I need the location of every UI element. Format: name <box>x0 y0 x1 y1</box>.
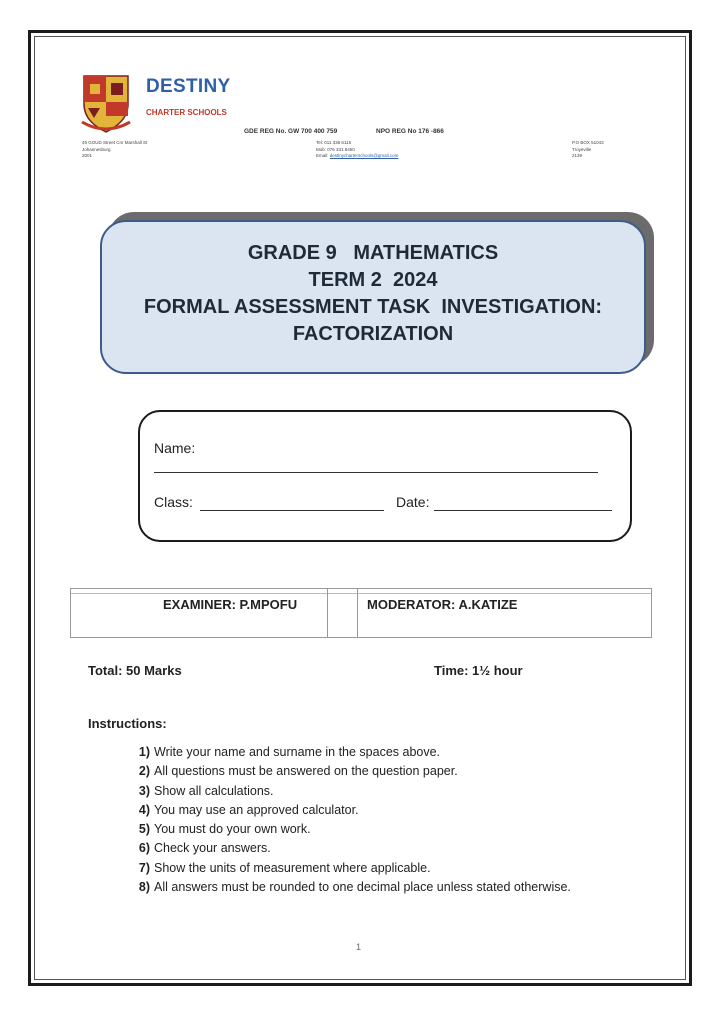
page-number: 1 <box>356 942 362 952</box>
name-label: Name: <box>154 440 196 456</box>
list-item: 4) You may use an approved calculator. <box>138 802 359 817</box>
date-line[interactable] <box>434 510 612 511</box>
mobile: Mob: 076 331 8450 <box>316 146 355 152</box>
instructions-list <box>126 743 571 897</box>
moderator-name: MODERATOR: A.KATIZE <box>367 597 518 612</box>
time-allowed: Time: 1½ hour <box>434 663 523 678</box>
student-details-box <box>138 410 632 542</box>
school-contact <box>316 140 398 160</box>
class-label: Class: <box>154 494 193 510</box>
title-topic: FACTORIZATION <box>292 323 454 345</box>
list-item: 7) Show the units of measurement where applicable. <box>138 860 431 875</box>
table-top-separator <box>71 593 651 594</box>
po-box: P.O BOX 51043 Troyeville 2139 <box>572 140 604 158</box>
email-link[interactable]: destinycharterschools@gmail.com <box>329 153 399 158</box>
telephone: Tel: 011 338 6115 <box>316 140 352 145</box>
school-name: DESTINY <box>146 76 231 97</box>
list-item: 3) Show all calculations. <box>138 783 274 798</box>
title-task: FORMAL ASSESSMENT TASK INVESTIGATION: <box>143 296 603 318</box>
school-address: 49 GOUD Street Cnr Marshall St Johannesburg 2001 <box>82 140 148 158</box>
list-item: 8) All answers must be rounded to one decimal place unless stated otherwise. <box>138 880 571 895</box>
title-grade-subject: GRADE 9 MATHEMATICS <box>247 242 499 264</box>
list-item: 6) Check your answers. <box>138 841 271 856</box>
list-item: 5) You must do your own work. <box>138 822 311 837</box>
school-subtitle: CHARTER SCHOOLS <box>146 108 227 117</box>
total-marks: Total: 50 Marks <box>88 663 182 678</box>
title-term: TERM 2 2024 <box>308 269 438 291</box>
instructions-heading: Instructions: <box>88 716 167 731</box>
examiner-moderator-table <box>70 588 652 638</box>
date-label: Date: <box>396 494 430 510</box>
school-crest-logo <box>80 74 132 134</box>
table-divider <box>327 589 328 637</box>
list-item: 2) All questions must be answered on the question paper. <box>138 764 458 779</box>
title-box <box>100 220 646 374</box>
npo-registration: NPO REG No 176 -866 <box>376 128 444 135</box>
table-divider <box>357 589 358 637</box>
list-item: 1) Write your name and surname in the spaces above. <box>138 745 441 759</box>
class-line[interactable] <box>200 510 384 511</box>
examiner-name: EXAMINER: P.MPOFU <box>163 597 298 612</box>
gde-registration: GDE REG No. GW 700 400 759 <box>244 128 338 135</box>
email-label: Email: <box>316 153 329 158</box>
name-line[interactable] <box>154 472 598 473</box>
